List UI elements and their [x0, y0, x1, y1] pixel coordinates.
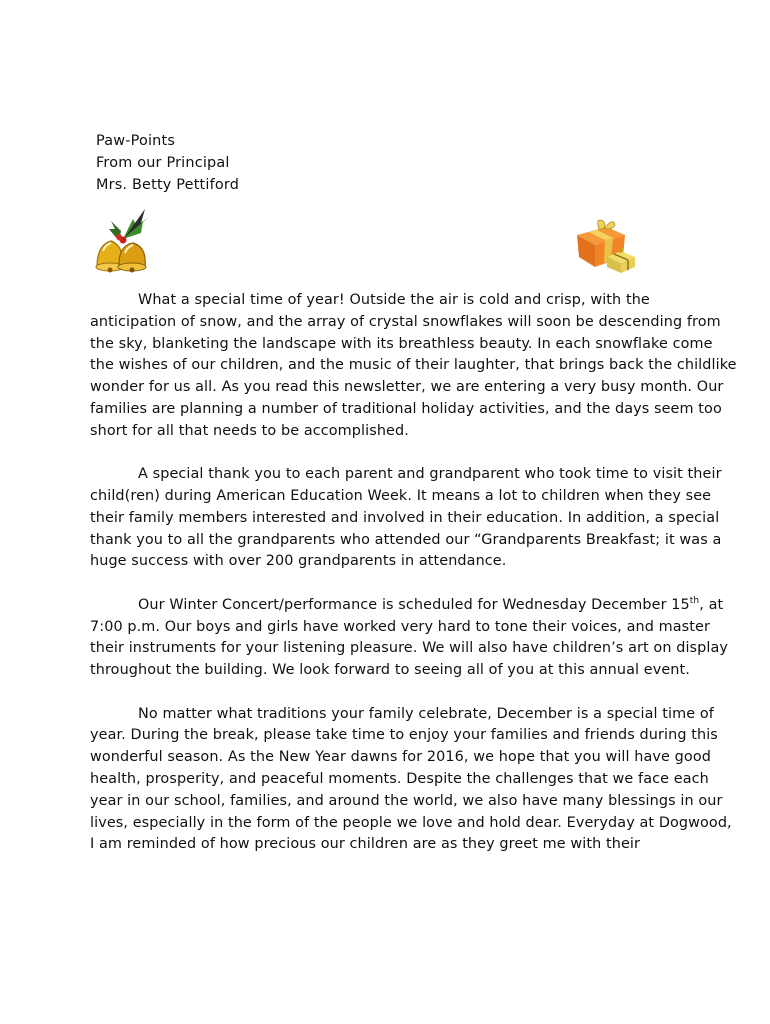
christmas-bells-icon [89, 207, 157, 273]
date-ordinal-suffix: th [689, 595, 700, 606]
concert-text-end: , at 7:00 p.m. Our boys and girls have worked very hard to tone their voices, and master their instruments for your listening pleasure. We will also have children’s art on display throughout the building. We look forward to seeing all of you at this annual event. [90, 596, 729, 679]
paragraph-intro: What a special time of year! Outside the air is cold and crisp, with the anticipation of snow, and the array of crystal snowflakes will soon be descending from the sky, blanketing the landscape with its breathless beauty. In each snowflake come the wishes of our children, and the music of their laughter, that brings back the childlike wonder for us all. As you read this newsletter, we are entering a very busy month. Our families are planning a number of traditional holiday activities, and the days seem too short for all that needs to be accomplished. [90, 292, 737, 439]
concert-text-start: Our Winter Concert/performance is scheduled for Wednesday December 15 [138, 596, 690, 613]
paragraph-concert [90, 595, 740, 682]
letter-body [90, 290, 740, 856]
principal-name: Mrs. Betty Pettiford [96, 177, 240, 193]
newsletter-title: Paw-Points [96, 133, 176, 149]
paragraph-thank-you: A special thank you to each parent and grandparent who took time to visit their child(ren) during American Education Week. It means a lot to children when they see their family members interested and involved in their education. In addition, a special thank you to all the grandparents who attended our “Grandparents Breakfast; it was a huge success with over 200 grandparents in attendance. [90, 466, 722, 570]
paragraph-closing: No matter what traditions your family celebrate, December is a special time of year. During the break, please take time to enjoy your families and friends during this wonderful season. As the New Year dawns for 2016, we hope that you will have good health, prosperity, and peaceful moments. Despite the challenges that we face each year in our school, families, and around the world, we also have many blessings in our lives, especially in the form of the people we love and hold dear. Everyday at Dogwood, I am reminded of how precious our children are as they greet me with their [90, 705, 732, 853]
newsletter-header [96, 130, 239, 196]
section-subtitle: From our Principal [96, 155, 230, 171]
gift-boxes-icon [573, 213, 641, 275]
